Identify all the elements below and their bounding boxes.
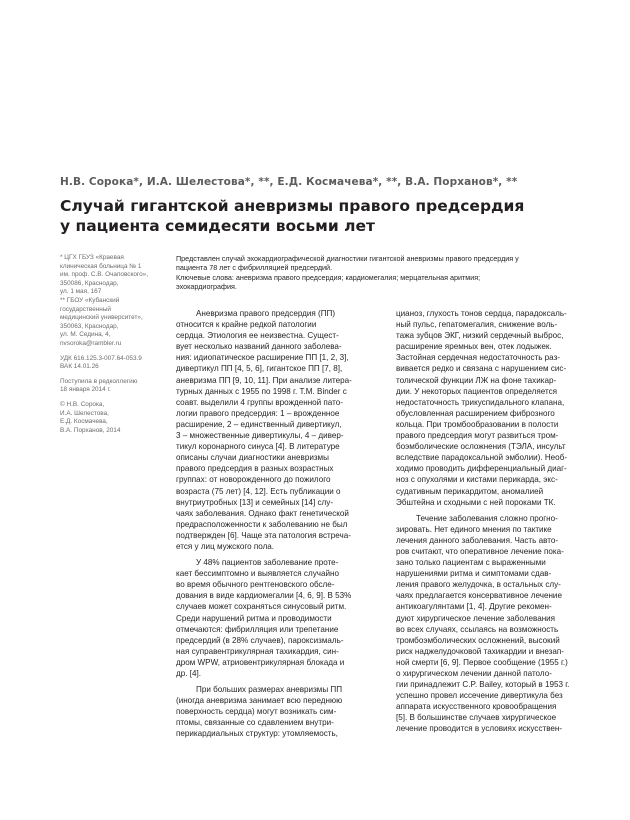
body-line: ной смерти [6, 9]. Первое сообщение (1955 г.) [396, 657, 568, 667]
copyright-line: В.А. Порханов, 2014 [60, 426, 121, 434]
body-column-right [396, 308, 578, 735]
body-line: боэмболические осложнения (ТЭЛА, инсульт [396, 442, 566, 452]
body-line: относится к крайне редкой патологии [176, 320, 317, 330]
body-line: чаях заболевания. Однако факт генетической [176, 508, 349, 518]
body-line: отмечаются: фибрилляция или трепетание [176, 624, 339, 634]
body-line: судативным перикардитом, аномалией [396, 486, 544, 496]
body-line: тикул коронарного синуса [4]. В литературе [176, 442, 340, 452]
body-line: сердца. Этиология ее неизвестна. Сущест- [176, 331, 339, 341]
body-line: возраста (75 лет) [4, 12]. Есть публикации о [176, 486, 341, 496]
body-line: цианоз, глухость тонов сердца, парадоксаль- [396, 309, 567, 318]
body-line: При больших размерах аневризмы ПП [196, 685, 343, 695]
affiliation-line: ул. 1 мая, 167 [60, 288, 102, 296]
body-line: логии правого предсердия: 1 – врожденное [176, 408, 340, 418]
received-line: 18 января 2014 г. [60, 386, 111, 394]
body-line: аневризма ПП [9, 10, 11]. При анализе литера- [176, 375, 352, 385]
body-line: вует несколько названий данного заболева- [176, 342, 342, 352]
body-line: толической функции ЛЖ на фоне тахикар- [396, 375, 557, 385]
udc-line: ВАК 14.01.26 [60, 363, 99, 371]
body-line: внутриутробных [13] и семейных [14] слу- [176, 497, 334, 507]
affiliations [60, 254, 168, 349]
body-line: расширение яремных вен, отек лодыжек. [396, 342, 552, 352]
affiliation-line: медицинский университет», [60, 314, 143, 322]
body-line: перикардиальных структур: утомляемость, [176, 729, 338, 739]
body-line: предрасположенности к заболеванию не был [176, 519, 348, 529]
body-line: аппарата искусственного кровообращения [396, 702, 557, 712]
body-line: ния: идиопатическое расширение ПП [1, 2, 3], [176, 353, 349, 363]
affiliation-line: 350086, Краснодар, [60, 279, 119, 287]
body-line: недостаточность трикуспидального клапана, [396, 397, 565, 407]
body-line: лечение проводится в условиях искусствен- [396, 724, 563, 734]
body-line: Аневризма правого предсердия (ПП) [196, 309, 336, 318]
body-line: дования в виде кардиомегалии [4, 6, 9]. В 53% [176, 591, 352, 601]
title-line: Случай гигантской аневризмы правого предсердия [60, 197, 525, 215]
affiliation-line: государственный [60, 305, 111, 313]
body-line: дром WPW, атриовентрикулярная блокада и [176, 657, 345, 667]
body-line: Эбштейна и сходными с ней пороками ТК. [396, 497, 556, 507]
body-line: ется у лиц мужского пола. [176, 541, 275, 551]
sidebar-meta [60, 254, 168, 441]
copyright [60, 401, 168, 435]
abstract-text [176, 254, 576, 273]
body-column-left [176, 308, 358, 740]
body-line: риск наджелудочковой тахикардии и внезап- [396, 646, 564, 656]
body-line: кает бессимптомно и выявляется случайно [176, 569, 339, 579]
title-line: у пациента семидесяти восьми лет [60, 217, 375, 235]
body-line: ходимо проводить дифференциальный диаг- [396, 464, 567, 474]
body-line: во всех случаях, ссылаясь на возможность [396, 624, 559, 634]
affiliation-line: ул. М. Седина, 4, [60, 331, 111, 339]
body-line: во время обычного рентгеновского обсле- [176, 580, 335, 590]
body-line: нарушениями ритма и симптомами сдав- [396, 569, 552, 579]
body-line: ров считают, что оперативное лечение пока- [396, 546, 564, 556]
body-line: кольца. При тромбообразовании в полости [396, 419, 559, 429]
body-line: дии. У некоторых пациентов определяется [396, 386, 558, 396]
copyright-line: И.А. Шелестова, [60, 409, 109, 417]
keywords [176, 273, 576, 292]
copyright-line: © Н.В. Сорока, [60, 400, 105, 408]
body-line: Течение заболевания сложно прогно- [416, 513, 558, 523]
affiliation-line: nvsoroka@rambler.ru [60, 339, 122, 347]
body-line: У 48% пациентов заболевание проте- [196, 558, 339, 568]
body-line: зано только пациентам с выраженными [396, 558, 546, 568]
body-line: дуют хирургическое лечение заболевания [396, 613, 556, 623]
body-line: описаны случаи диагностики аневризмы [176, 453, 329, 463]
affiliation-line: 350063, Краснодар, [60, 322, 119, 330]
abstract-line: пациента 78 лет с фибрилляцией предсердий. [176, 263, 333, 273]
body-line: тажа зубцов ЭКГ, низкий сердечный выброс, [396, 331, 564, 341]
body-line: предсердий (в 28% случаев), пароксизмаль- [176, 635, 344, 645]
body-line: случаев может сохраняться синусовый ритм. [176, 602, 347, 612]
body-line: Застойная сердечная недостаточность раз- [396, 353, 560, 363]
body-line: обусловленная расширением фиброзного [396, 408, 555, 418]
keywords-line: Ключевые слова: аневризма правого предсердия; кардиомегалия; мерцательная аритмия; [176, 272, 481, 282]
body-line: поверхность сердца) могут возникать сим- [176, 707, 337, 717]
body-line: успешно провел иссечение дивертикула без [396, 691, 563, 701]
body-line: правого предсердия могут развиться тром- [396, 431, 559, 441]
body-line: о хирургическом лечении данной патоло- [396, 669, 552, 678]
article-title [60, 196, 580, 236]
affiliation-line: клиническая больница № 1 [60, 262, 142, 270]
body-line: вивается редко и связана с нарушением сис- [396, 364, 567, 374]
affiliation-line: им. проф. С.В. Очаповского», [60, 271, 148, 279]
received-date [60, 378, 168, 395]
body-line: (иногда аневризма занимает всю переднюю [176, 696, 343, 706]
received-line: Поступила в редколлегию [60, 377, 138, 385]
body-line: расширение, 2 – единственный дивертикул, [176, 419, 342, 429]
body-line: 3 – множественные дивертикулы, 4 – дивер- [176, 431, 344, 441]
body-line: группах: от новорожденного до пожилого [176, 475, 331, 485]
copyright-line: Е.Д. Космачева, [60, 418, 108, 426]
udc-line: УДК 616.125.3-007.64-053.9 [60, 354, 142, 362]
body-line: ления правого желудочка, в остальных слу- [396, 580, 561, 590]
body-line: подтвержден [6]. Чаще эта патология встреча- [176, 530, 351, 540]
body-line: турных данных с 1955 по 1998 г. T.M. Binder с [176, 386, 347, 396]
body-line: птомы, связанные со сдавлением внутри- [176, 718, 334, 728]
body-line: правого предсердия в разных возрастных [176, 464, 334, 474]
body-line: ная суправентрикулярная тахикардия, син- [176, 646, 339, 656]
author-list: Н.В. Сорока*, И.А. Шелестова*, **, Е.Д. Космачева*, **, В.А. Порханов*, ** [60, 176, 518, 188]
affiliation-line: ** ГБОУ «Кубанский [60, 296, 120, 304]
body-line: лечения данного заболевания. Часть авто- [396, 535, 559, 545]
body-line: [5]. В большинстве случаев хирургическое [396, 713, 557, 723]
body-line: зировать. Нет единого мнения по тактике [396, 524, 552, 534]
body-line: ноз с опухолями и кистами перикарда, экс- [396, 475, 558, 485]
body-line: тромбоэмболических осложнений, высокий [396, 635, 560, 645]
body-line: соавт. выделили 4 группы врожденной пато- [176, 397, 343, 407]
abstract-line: Представлен случай эхокардиографической диагностики гигантской аневризмы правого предсердия у [176, 254, 519, 263]
body-line: чаях предлагается консервативное лечение [396, 591, 562, 601]
affiliation-line: * ЦГХ ГБУЗ «Краевая [60, 254, 124, 261]
body-line: гии принадлежит C.P. Bailey, который в 1953 г. [396, 680, 570, 690]
udc-codes [60, 355, 168, 372]
body-line: антикоагулянтами [1, 4]. Другие рекомен- [396, 602, 552, 612]
body-line: ный пульс, гепатомегалия, снижение воль- [396, 320, 558, 330]
keywords-line: эхокардиография. [176, 282, 237, 292]
abstract [176, 254, 576, 292]
body-line: др. [4]. [176, 669, 201, 678]
body-line: Среди нарушений ритма и проводимости [176, 613, 332, 623]
body-line: вследствие парадоксальной эмболии). Необ- [396, 453, 568, 463]
body-line: дивертикул ПП [4, 5, 6], гигантское ПП [7, 8], [176, 364, 343, 374]
